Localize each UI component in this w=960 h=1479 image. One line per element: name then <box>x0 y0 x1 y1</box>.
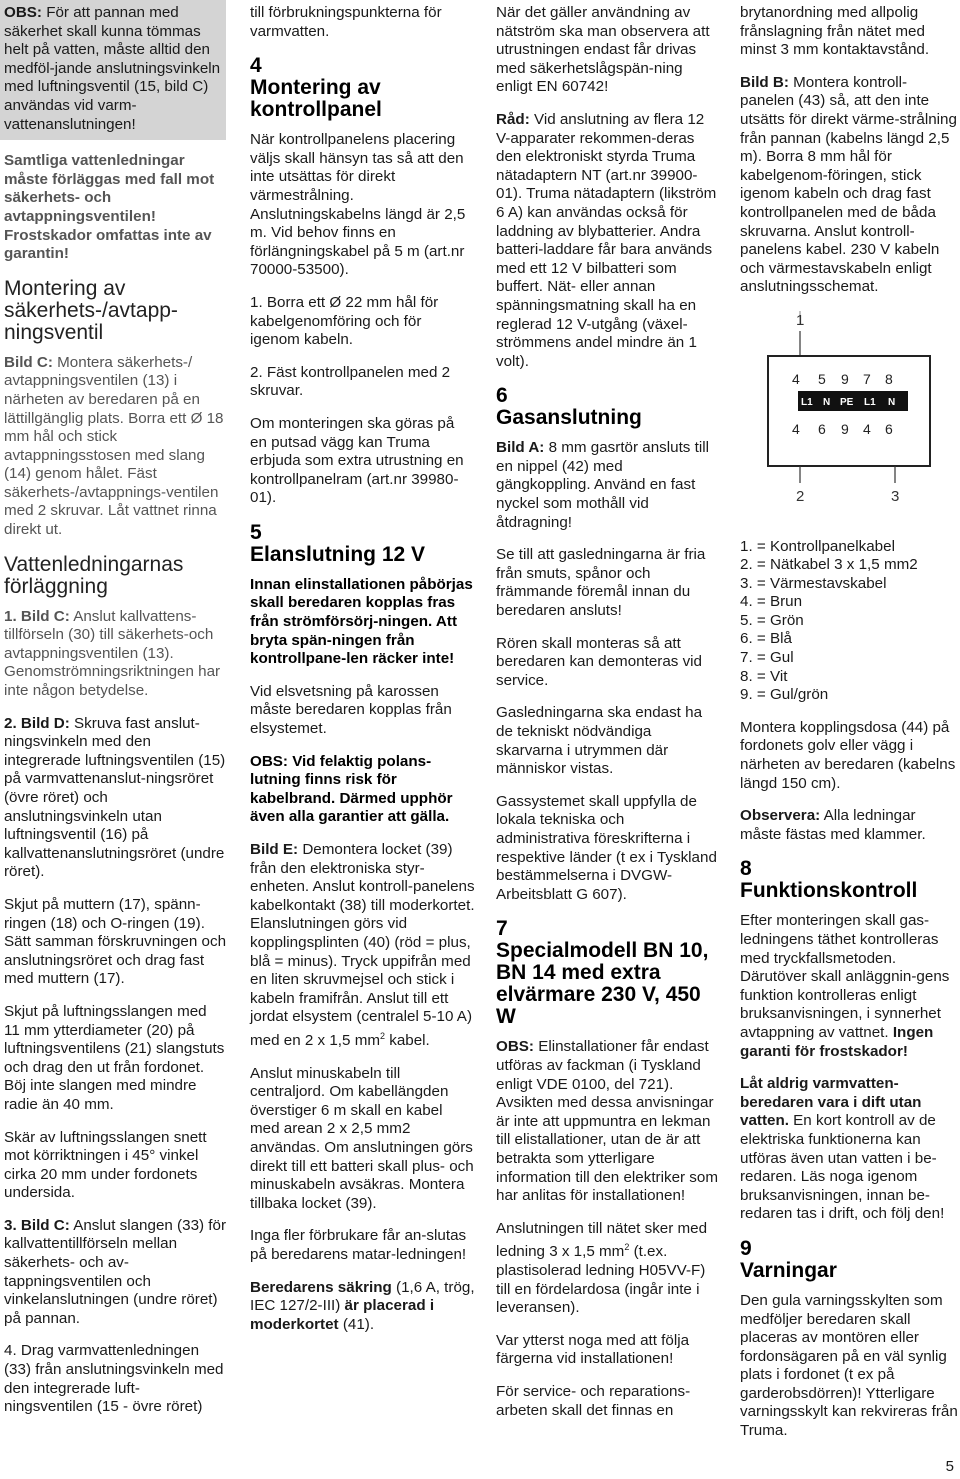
diagram-label-bottom-right: 3 <box>891 487 900 505</box>
legend-item: 1. = Kontrollpanelkabel <box>740 537 895 555</box>
paragraph: När det gäller användning av nätström ska man observera att utrustningen endast får drivas med säkerhetslågspän-ning enligt EN 60742! <box>496 4 710 96</box>
figure-ref: Bild E: <box>250 841 299 858</box>
terminal-label: N <box>823 396 831 408</box>
pipe-step-1 <box>4 608 226 701</box>
heading-section-8 <box>740 858 958 902</box>
paragraph-text: Vid anslutning av flera 12 V-apparater rekommen-deras den elektroniskt styrda Truma nätadaptern NT (art.nr 39900-01). Truma nätadaptern (likström 6 A) kan användas också för laddning av blybatterier. Andra batteri-laddare får bara används med ett 12 V bilbatteri som buffert. Nät- eller annan spänningsmatning skall ha en reglerad 12 V-utgång (växel-strömmens andel mindre än 1 volt). <box>496 110 717 370</box>
section-title: Montering av kontrollpanel <box>250 76 382 122</box>
paragraph: 1. Borra ett Ø 22 mm hål för kabelgenomföring och för igenom kabeln. <box>250 293 439 349</box>
pipe-step-3 <box>4 1217 226 1329</box>
paragraph: brytanordning med allpolig frånslagning från nätet med minst 3 mm kontaktavstånd. <box>740 4 930 59</box>
paragraph-text: Efter monteringen skall gas-ledningens täthet kontrolleras med tryckfallsmetoden. Därutöver skall anläggnin-gens funktion kontrolleras enligt bruksanvisningen, i synnerhet avtappning av vattnet. <box>740 912 950 1041</box>
electrical-warning: Innan elinstallationen påbörjas skall beredaren kopplas fras från strömförsörj-ningen. Att bryta spän-ningen från kontrollpane-len räcker inte! <box>250 575 473 668</box>
paragraph: Skjut på luftningsslangen med 11 mm ytterdiameter (20) på luftningsventilens (21) slangstuts och drag den ut från fordonet. Böj inte slangen med mindre radie än 40 mm. <box>4 1002 225 1113</box>
superscript: 2 <box>624 1242 630 1253</box>
terminal-label: L1 <box>801 396 813 408</box>
pipe-step-4: 4. Drag varmvattenledningen (33) från anslutningsvinkeln med den integrerade luft-ningsventilen (15 - övre röret) <box>4 1342 224 1416</box>
paragraph-text: Montera kontroll-panelen (43) så, att den inte utsätts för direkt värme-strålning från pannan (kabelns längd 2,5 m). Borra 8 mm hål för kabelgenom-föringen, stick igenom kabeln och drag fast kontrollpanelen med de båda skruvarna. Anslut kontroll-panelens kabel. 230 V kabeln och värmestavskabeln enligt anslutningsschemat. <box>740 73 957 296</box>
column-4 <box>740 4 958 1455</box>
column-1 <box>4 4 226 1431</box>
paragraph: Se till att gasledningarna är fria från smuts, spånor och främmande föremål innan du beredaren ansluts! <box>496 546 706 620</box>
step-label: 3. Bild C: <box>4 1216 70 1234</box>
pipe-step-2 <box>4 715 226 882</box>
wire-label: 9 <box>841 420 849 437</box>
heading-section-6 <box>496 385 720 429</box>
section-number: 7 <box>496 917 508 941</box>
column-2 <box>250 4 475 1348</box>
paragraph: Anslut minuskabeln till centraljord. Om kabellängden överstiger 6 m skall en kabel med arean 2 x 2,5 mm2 användas. Om anslutningen görs direkt till ett batteri skall plus- och minuskabeln avsäkras. Montera tillbaka locket (39). <box>250 1064 474 1212</box>
paragraph: Var ytterst noga med att följa färgerna vid installationen! <box>496 1331 690 1368</box>
step-label: 2. Bild D: <box>4 714 70 732</box>
paragraph-text: Montera säkerhets-/ avtappningsventilen (13) i närheten av beredaren på en lättillgänglig plats. Borra ett Ø 18 mm hål och stick avtappningsstosen med slang (14) genom hålet. Fäst säkerhets-/avtappnings-ventilen med 2 skruvar. Låt vattnet rinna direkt ut. <box>4 353 224 539</box>
paragraph <box>740 1075 958 1224</box>
wire-label: 4 <box>863 420 871 437</box>
notice-box <box>0 0 226 140</box>
wire-label: 4 <box>792 420 800 437</box>
polarity-warning: OBS: Vid felaktig polans-lutning finns risk för kabelbrand. Därmed upphör även alla garantier att gälla. <box>250 752 453 826</box>
heading-section-5 <box>250 522 475 566</box>
page-number: 5 <box>945 1458 954 1475</box>
heading-section-7 <box>496 918 720 1028</box>
legend-item: 8. = Vit <box>740 667 788 685</box>
dry-run-warning: Låt aldrig varmvatten-beredaren vara i dift utan vatten. <box>740 1075 922 1130</box>
terminal-label: N <box>888 396 896 408</box>
paragraph-text: En kort kontroll av de elektriska funktionerna kan utföras även utan vatten i be-redaren. Läs noga igenom bruksanvisningen, innan be-redaren tas i drift, och följ den! <box>740 1112 945 1223</box>
paragraph-text: (1,6 A, trög, IEC 127/2-III) <box>250 1278 475 1315</box>
paragraph: Gasledningarna ska endast ha de tekniskt nödvändiga skarvarna i utrymmen där människor vistas. <box>496 704 703 778</box>
heading-section-9 <box>740 1238 958 1282</box>
wiring-diagram <box>740 311 958 532</box>
notice-text: För att pannan med säkerhet skall kunna tömmas helt på vatten, måste alltid den medföl-jande anslutningsvinkeln med luftningsventil (15, bild C) användas vid varm-vattenanslutningen! <box>4 4 221 133</box>
paragraph-text: Anslut kallvattens-tillförseln (30) till säkerhets-och avtappningsventilen (13). Genomströmningsriktningen har inte någon betydelse. <box>4 607 221 700</box>
advice <box>496 111 720 371</box>
paragraph-text: Anslut slangen (33) för kallvattentillförseln mellan säkerhets- och av-tappningsventilen och vinkelanslutningen (undre röret) på pannan. <box>4 1216 227 1327</box>
terminal-label: L1 <box>864 396 876 408</box>
wire-label: 6 <box>818 420 826 437</box>
legend-item: 7. = Gul <box>740 649 794 667</box>
wire-label: 9 <box>841 370 849 387</box>
paragraph-text: (t.ex. plastisolerad ledning H05VV-F) till en fördelardosa (ingår inte i leveransen). <box>496 1243 706 1317</box>
section-title: Varningar <box>740 1258 837 1282</box>
step-label: 1. Bild C: <box>4 607 70 625</box>
legend-item: 5. = Grön <box>740 611 804 629</box>
paragraph <box>496 1220 720 1318</box>
fuse-info <box>250 1279 475 1335</box>
heading-safety-valve: Montering av säkerhets-/avtapp-ningsventil <box>4 276 178 344</box>
note-label: Observera: <box>740 807 821 825</box>
legend-item: 9. = Gul/grön <box>740 686 829 704</box>
terminal-label: PE <box>840 396 854 408</box>
paragraph-text: Alla ledningar måste fästas med klammer. <box>740 807 926 843</box>
legend-item: 3. = Värmestavskabel <box>740 574 887 592</box>
obs-label: OBS: <box>496 1038 534 1056</box>
frost-notice: Ingen garanti för frostskador! <box>740 1023 934 1060</box>
paragraph-text: 8 mm gasrtör ansluts till en nippel (42) med gängkoppling. Använd en fast nyckel som mothåll vid åtdragning! <box>496 439 709 531</box>
section-title: Elanslutning 12 V <box>250 542 426 566</box>
paragraph: Gassystemet skall uppfylla de lokala tekniska och administrativa föreskrifterna i respektive länder (t ex i Tyskland bestämmelserna i DVGW-Arbeitsblatt G 607). <box>496 792 717 903</box>
paragraph-text: Elinstallationer får endast utföras av fackman (i Tyskland enligt VDE 0100, del 721). Avsikten med dessa anvisningar är inte att uppmuntra en lekman till elistallationer, utan de är att betrakta som ytterligare information till den elektriker som har anlitas för installationen! <box>496 1038 718 1205</box>
heading-pipe-routing: Vattenledningarnas förläggning <box>4 552 184 598</box>
diagram-label-bottom-left: 2 <box>796 487 805 505</box>
section-number: 4 <box>250 54 262 78</box>
legend-item: 2. = Nätkabel 3 x 1,5 mm2 <box>740 556 918 574</box>
wire-label: 8 <box>885 370 893 387</box>
section-title: Specialmodell BN 10, BN 14 med extra elvärmare 230 V, 450 W <box>496 939 709 1029</box>
section-number: 9 <box>740 1236 752 1260</box>
paragraph: När kontrollpanelens placering väljs skall hänsyn tas så att den inte utsättas för direkt värmestrålning. Anslutningskabelns längd är 2,5 m. Vid behov finns en förlängningskabel på 5 m (art.nr 70000-53500). <box>250 131 466 279</box>
paragraph <box>250 841 475 1051</box>
paragraph-text: Anslutningen till nätet sker med ledning 3 x 1,5 mm <box>496 1219 708 1261</box>
paragraph-text: kabel. <box>385 1032 430 1049</box>
figure-ref: Bild C: <box>4 353 53 371</box>
wire-legend <box>740 538 958 705</box>
fuse-location: är placerad i moderkortet <box>250 1297 435 1333</box>
heading-section-4 <box>250 55 475 121</box>
paragraph: Rören skall monteras så att beredaren kan demonteras vid service. <box>496 634 703 689</box>
paragraph: För service- och reparations-arbeten skall det finnas en <box>496 1382 691 1419</box>
paragraph: Vid elsvetsning på karossen måste beredaren kopplas från elsystemet. <box>250 682 452 738</box>
superscript: 2 <box>380 1030 386 1041</box>
diagram-label-top: 1 <box>796 311 805 329</box>
paragraph: 2. Fäst kontrollpanelen med 2 skruvar. <box>250 363 451 400</box>
paragraph <box>496 439 720 532</box>
wiring-diagram-svg <box>740 311 940 526</box>
note <box>740 807 958 844</box>
legend-item: 6. = Blå <box>740 630 792 648</box>
section-title: Funktionskontroll <box>740 879 918 903</box>
paragraph-text: Demontera locket (39) från den elektroniska styr-enheten. Anslut kontroll-panelens kabelkontakt (38) till moderkortet. Elanslutningen görs vid kopplingsplinten (40) (röd = plus, blå = minus). Tryck uppifrån med en liten skruvmejsel och stick i kabeln framifrån. Anslut till ett jordat elsystem (centralel 5-10 A) med en 2 x 1,5 mm <box>250 841 475 1049</box>
paragraph-text: Skruva fast anslut-ningsvinkeln med den integrerade luftningsventilen (15) på varmvattenanslut-ningsröret (övre röret) och anslutningsvinkeln utan luftningsventil (16) på kallvattenanslutningsröret (undre röret). <box>4 714 226 881</box>
fuse-label: Beredarens säkring <box>250 1278 392 1296</box>
frost-warning: Samtliga vattenledningar måste förläggas med fall mot säkerhets- och avtappningsventilen! Frostskador omfattas inte av garantin! <box>4 152 215 263</box>
paragraph-text: (41). <box>338 1315 375 1333</box>
section-number: 6 <box>496 384 508 408</box>
wire-label: 5 <box>818 370 826 387</box>
wire-label: 6 <box>885 420 893 437</box>
legend-item: 4. = Brun <box>740 593 803 611</box>
paragraph: Om monteringen ska göras på en putsad vägg kan Truma erbjuda som extra utrustning en kontrollpanelram (art.nr 39980-01). <box>250 414 464 507</box>
wire-label: 4 <box>792 370 800 387</box>
column-3 <box>496 4 720 1434</box>
paragraph: Inga fler förbrukare får an-slutas på beredarens matar-ledningen! <box>250 1227 467 1263</box>
paragraph: Skär av luftningsslangen snett mot körriktningen i 45° vinkel cirka 20 mm under fordonets undersida. <box>4 1128 207 1202</box>
advice-label: Råd: <box>496 110 530 128</box>
notice-label: OBS: <box>4 4 42 21</box>
section-number: 5 <box>250 520 262 544</box>
paragraph <box>740 74 958 297</box>
safety-valve-text <box>4 354 226 540</box>
figure-ref: Bild B: <box>740 73 789 91</box>
paragraph: till förbrukningspunkterna för varmvatten. <box>250 4 442 40</box>
section-title: Gasanslutning <box>496 406 642 430</box>
paragraph: Skjut på muttern (17), spänn-ringen (18) och O-ringen (19). Sätt samman förskruvningen och anslutningsröret och drag fast med muttern (17). <box>4 895 227 988</box>
paragraph: Montera kopplingsdosa (44) på fordonets golv eller vägg i närheten av beredaren (kabelns längd 150 cm). <box>740 718 956 792</box>
wire-label: 7 <box>863 370 871 387</box>
figure-ref: Bild A: <box>496 439 545 457</box>
section-number: 8 <box>740 857 752 881</box>
paragraph <box>496 1038 720 1205</box>
paragraph <box>740 912 958 1061</box>
paragraph: Den gula varningsskylten som medföljer beredaren skall placeras av montören eller fordonsägaren på en väl synlig plats i fordonet (t ex på garderobsdörren)! Ytterligare varningsskylt kan rekvireras från Truma. <box>740 1291 958 1440</box>
